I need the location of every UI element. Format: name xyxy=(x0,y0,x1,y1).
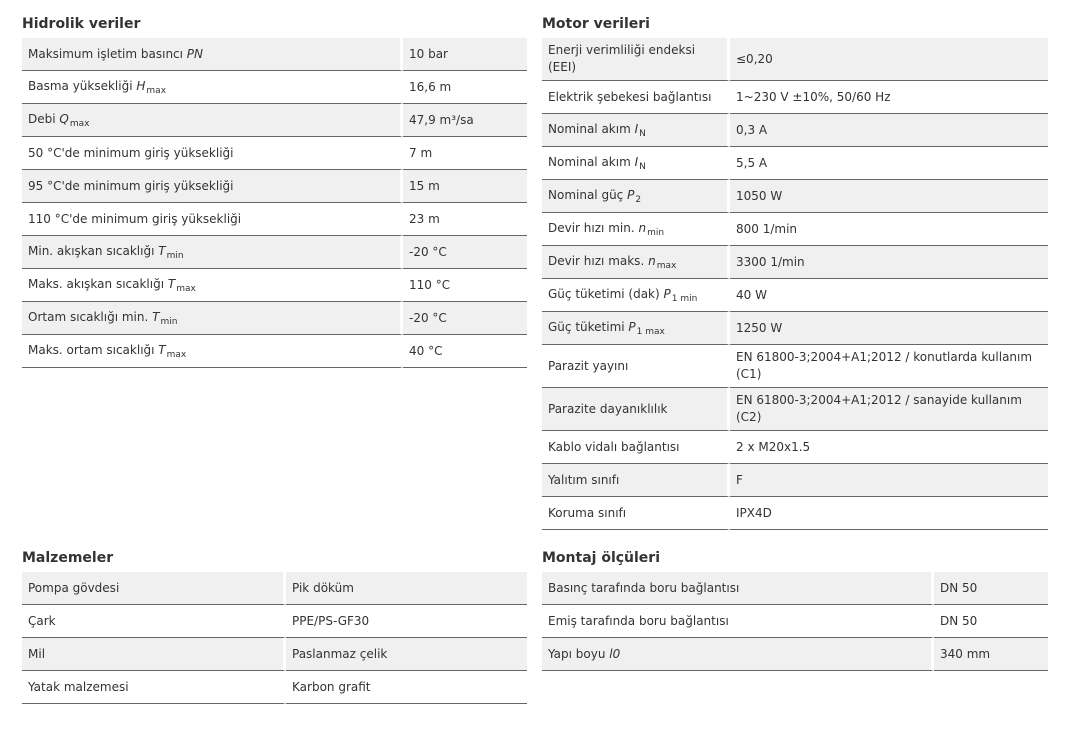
label-text: 50 °C'de minimum giriş yüksekliği xyxy=(28,145,234,160)
row-label xyxy=(542,279,730,312)
row-value: 1050 W xyxy=(730,180,1048,213)
symbol-subscript: min xyxy=(166,250,184,261)
table-row xyxy=(22,236,527,269)
row-value: PPE/PS-GF30 xyxy=(286,605,527,638)
row-label xyxy=(22,269,403,302)
symbol: I xyxy=(634,121,639,136)
label-text: Yalıtım sınıfı xyxy=(548,472,620,487)
row-label xyxy=(22,638,286,671)
table-row xyxy=(542,114,1048,147)
table-row xyxy=(22,605,527,638)
table-row xyxy=(542,431,1048,464)
symbol-subscript: 1 max xyxy=(636,326,665,337)
row-value: 10 bar xyxy=(403,38,527,71)
row-label xyxy=(22,137,403,170)
label-text: Parazite dayanıklılık xyxy=(548,401,668,416)
row-label xyxy=(22,170,403,203)
label-text: Yapı boyu xyxy=(548,646,610,661)
table-row xyxy=(22,671,527,704)
row-value: 23 m xyxy=(403,203,527,236)
table-row xyxy=(542,246,1048,279)
row-label xyxy=(22,605,286,638)
table-row xyxy=(542,180,1048,213)
label-text: Basınç tarafında boru bağlantısı xyxy=(548,580,740,595)
label-text: Maksimum işletim basıncı xyxy=(28,46,187,61)
row-value: 47,9 m³/sa xyxy=(403,104,527,137)
motor-data-table xyxy=(542,38,1048,530)
row-value: 1250 W xyxy=(730,312,1048,345)
row-value: 3300 1/min xyxy=(730,246,1048,279)
label-text: Devir hızı maks. xyxy=(548,253,649,268)
table-row xyxy=(542,497,1048,530)
row-value: -20 °C xyxy=(403,302,527,335)
label-text: Çark xyxy=(28,613,56,628)
row-value: Karbon grafit xyxy=(286,671,527,704)
materials-table xyxy=(22,572,527,704)
label-text: Ortam sıcaklığı min. xyxy=(28,309,153,324)
table-row xyxy=(542,38,1048,81)
row-value: EN 61800-3;2004+A1;2012 / konutlarda kullanım (C1) xyxy=(730,345,1048,388)
table-row xyxy=(22,170,527,203)
label-text: Maks. ortam sıcaklığı xyxy=(28,342,159,357)
row-label xyxy=(22,335,403,368)
table-row xyxy=(542,312,1048,345)
symbol: P xyxy=(663,286,671,301)
symbol: T xyxy=(152,309,160,324)
label-text: Emiş tarafında boru bağlantısı xyxy=(548,613,729,628)
label-text: Debi xyxy=(28,111,60,126)
label-text: 110 °C'de minimum giriş yüksekliği xyxy=(28,211,242,226)
symbol: I xyxy=(634,154,639,169)
table-row xyxy=(542,638,1048,671)
row-label xyxy=(542,114,730,147)
label-text: Güç tüketimi (dak) xyxy=(548,286,664,301)
label-text: Nominal güç xyxy=(548,187,628,202)
row-label xyxy=(542,345,730,388)
row-value: F xyxy=(730,464,1048,497)
row-label xyxy=(22,572,286,605)
symbol: PN xyxy=(186,46,204,61)
row-label xyxy=(542,572,934,605)
row-value: 15 m xyxy=(403,170,527,203)
label-text: Pompa gövdesi xyxy=(28,580,120,595)
row-label xyxy=(542,497,730,530)
label-text: Güç tüketimi xyxy=(548,319,629,334)
symbol-subscript: max xyxy=(146,85,167,96)
symbol: Q xyxy=(59,111,69,126)
table-row xyxy=(22,302,527,335)
row-value: DN 50 xyxy=(934,572,1048,605)
row-label xyxy=(542,81,730,114)
row-value: 340 mm xyxy=(934,638,1048,671)
symbol-subscript: max xyxy=(166,349,187,360)
row-label xyxy=(542,246,730,279)
symbol: T xyxy=(158,243,166,258)
table-row xyxy=(22,71,527,104)
row-value: EN 61800-3;2004+A1;2012 / sanayide kullanım (C2) xyxy=(730,388,1048,431)
table-row xyxy=(542,388,1048,431)
row-label xyxy=(22,203,403,236)
row-value: IPX4D xyxy=(730,497,1048,530)
row-label xyxy=(542,388,730,431)
table-row xyxy=(542,147,1048,180)
symbol-subscript: max xyxy=(176,283,196,294)
row-label xyxy=(542,213,730,246)
row-label xyxy=(22,302,403,335)
label-text: Yatak malzemesi xyxy=(28,679,129,694)
label-text: Nominal akım xyxy=(548,121,635,136)
table-row xyxy=(542,345,1048,388)
table-row xyxy=(22,137,527,170)
hydraulic-data-section xyxy=(22,14,527,368)
symbol-subscript: N xyxy=(639,128,646,139)
table-row xyxy=(542,213,1048,246)
symbol: H xyxy=(136,78,146,93)
table-row xyxy=(22,104,527,137)
table-row xyxy=(542,81,1048,114)
table-row xyxy=(542,279,1048,312)
row-label xyxy=(22,71,403,104)
table-row xyxy=(542,605,1048,638)
row-value: 40 W xyxy=(730,279,1048,312)
section-title: Montaj ölçüleri xyxy=(542,550,661,566)
symbol-subscript: N xyxy=(639,161,646,172)
row-value: 1~230 V ±10%, 50/60 Hz xyxy=(730,81,1048,114)
row-label xyxy=(542,312,730,345)
label-text: 95 °C'de minimum giriş yüksekliği xyxy=(28,178,234,193)
label-text: Kablo vidalı bağlantısı xyxy=(548,439,680,454)
table-row xyxy=(22,335,527,368)
row-value: 5,5 A xyxy=(730,147,1048,180)
row-value: -20 °C xyxy=(403,236,527,269)
row-value: 800 1/min xyxy=(730,213,1048,246)
symbol: P xyxy=(628,319,636,334)
row-label xyxy=(542,605,934,638)
row-label xyxy=(22,236,403,269)
label-text: Devir hızı min. xyxy=(548,220,639,235)
row-label xyxy=(542,147,730,180)
symbol-subscript: min xyxy=(647,227,665,238)
label-text: Koruma sınıfı xyxy=(548,505,627,520)
row-value: 110 °C xyxy=(403,269,527,302)
row-value: Paslanmaz çelik xyxy=(286,638,527,671)
table-row xyxy=(542,572,1048,605)
label-text: Enerji verimliliği endeksi (EEI) xyxy=(548,43,696,74)
symbol: n xyxy=(648,253,656,268)
label-text: Mil xyxy=(28,646,46,661)
row-label xyxy=(542,431,730,464)
motor-data-section xyxy=(542,14,1048,530)
label-text: Nominal akım xyxy=(548,154,635,169)
table-row xyxy=(22,572,527,605)
label-text: Parazit yayını xyxy=(548,358,629,373)
row-value: Pik döküm xyxy=(286,572,527,605)
symbol: T xyxy=(167,276,176,291)
label-text: Basma yüksekliği xyxy=(28,78,137,93)
row-value: ≤0,20 xyxy=(730,38,1048,81)
symbol: l0 xyxy=(609,646,621,661)
row-value: 2 x M20x1.5 xyxy=(730,431,1048,464)
symbol: n xyxy=(638,220,647,235)
symbol-subscript: max xyxy=(656,260,677,271)
row-value: 7 m xyxy=(403,137,527,170)
symbol-subscript: max xyxy=(69,118,90,129)
label-text: Min. akışkan sıcaklığı xyxy=(28,243,159,258)
materials-section xyxy=(22,548,527,704)
label-text: Maks. akışkan sıcaklığı xyxy=(28,276,168,291)
mounting-dimensions-section xyxy=(542,548,1048,671)
symbol: P xyxy=(627,187,635,202)
symbol-subscript: 1 min xyxy=(671,293,698,304)
symbol-subscript: min xyxy=(160,316,178,327)
label-text: Elektrik şebekesi bağlantısı xyxy=(548,89,712,104)
row-value: DN 50 xyxy=(934,605,1048,638)
section-title: Motor verileri xyxy=(542,16,650,32)
hydraulic-data-table xyxy=(22,38,527,368)
row-value: 16,6 m xyxy=(403,71,527,104)
table-row xyxy=(22,38,527,71)
row-label xyxy=(542,38,730,81)
symbol-subscript: 2 xyxy=(635,194,642,205)
section-title: Malzemeler xyxy=(22,550,114,566)
row-label xyxy=(542,464,730,497)
row-label xyxy=(542,180,730,213)
mounting-dimensions-table xyxy=(542,572,1048,671)
row-label xyxy=(22,104,403,137)
row-value: 0,3 A xyxy=(730,114,1048,147)
table-row xyxy=(542,464,1048,497)
table-row xyxy=(22,203,527,236)
row-label xyxy=(22,671,286,704)
table-row xyxy=(22,269,527,302)
row-label xyxy=(542,638,934,671)
symbol: T xyxy=(158,342,166,357)
row-label xyxy=(22,38,403,71)
table-row xyxy=(22,638,527,671)
section-title: Hidrolik veriler xyxy=(22,16,141,32)
row-value: 40 °C xyxy=(403,335,527,368)
